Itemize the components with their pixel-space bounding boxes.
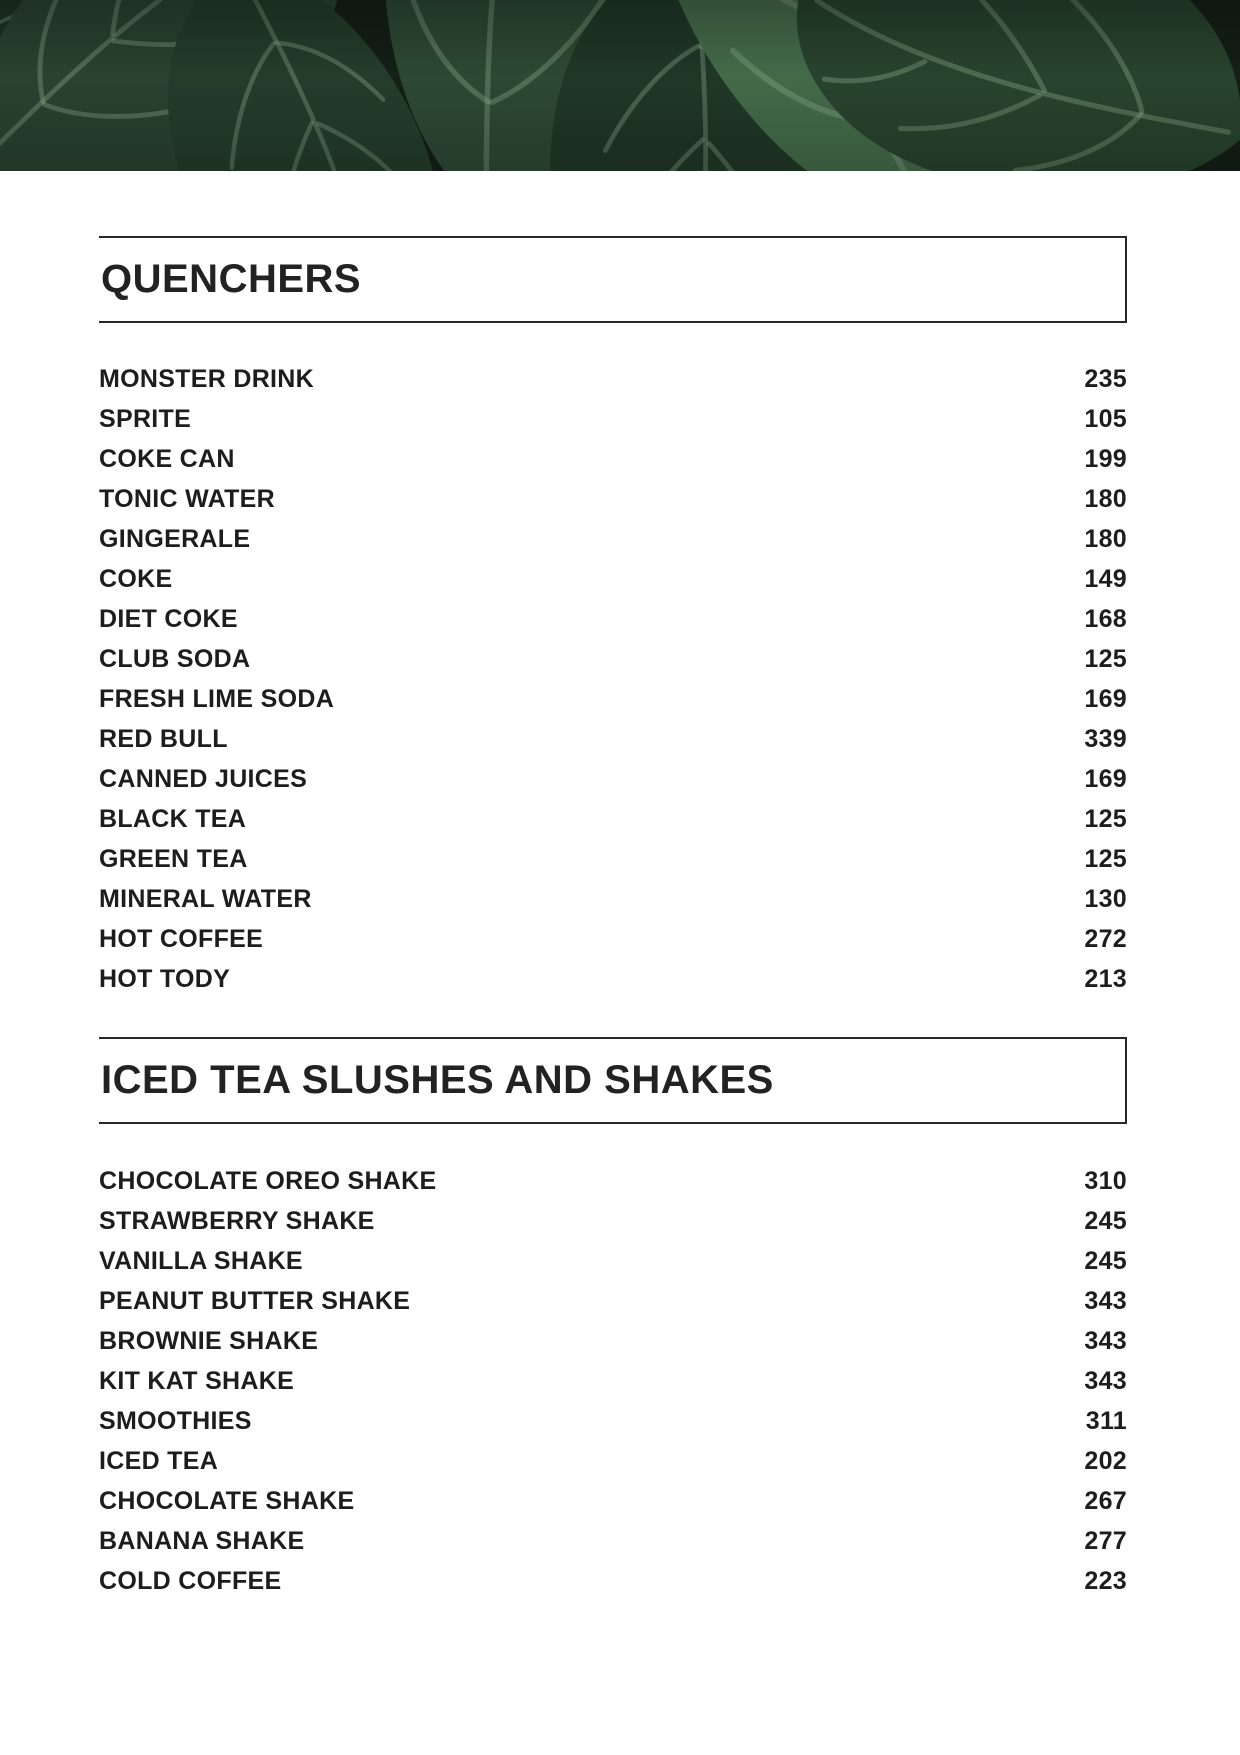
item-name: CHOCOLATE SHAKE [99,1486,355,1515]
item-name: VANILLA SHAKE [99,1246,303,1275]
menu-item [99,719,1127,759]
menu-item [99,359,1127,399]
item-name: BROWNIE SHAKE [99,1326,319,1355]
menu-item [99,1161,1127,1201]
menu-item [99,919,1127,959]
item-price: 277 [1084,1526,1127,1555]
item-price: 245 [1084,1206,1127,1235]
item-name: KIT KAT SHAKE [99,1366,295,1395]
item-price: 311 [1085,1406,1127,1435]
shakes-list [99,1161,1127,1601]
item-price: 267 [1084,1486,1127,1515]
item-name: TONIC WATER [99,484,275,513]
item-price: 149 [1084,564,1127,593]
item-price: 343 [1084,1366,1127,1395]
header-photo [0,0,1240,171]
menu-item [99,759,1127,799]
menu-item [99,1201,1127,1241]
menu-item [99,1521,1127,1561]
menu-item [99,519,1127,559]
menu-item [99,1441,1127,1481]
item-name: COKE [99,564,173,593]
item-name: COKE CAN [99,444,235,473]
item-price: 169 [1084,684,1127,713]
item-price: 235 [1084,364,1127,393]
menu-item [99,1321,1127,1361]
item-price: 125 [1084,844,1127,873]
item-price: 130 [1084,884,1127,913]
item-name: RED BULL [99,724,228,753]
item-price: 199 [1084,444,1127,473]
menu-item [99,439,1127,479]
item-price: 202 [1084,1446,1127,1475]
item-name: SPRITE [99,404,192,433]
section-iced-tea-slushes-shakes [99,1037,1127,1601]
menu-item [99,799,1127,839]
menu-item [99,959,1127,999]
leaves-illustration [0,0,1240,171]
item-price: 105 [1084,404,1127,433]
item-name: HOT COFFEE [99,924,264,953]
item-price: 343 [1084,1286,1127,1315]
item-name: MONSTER DRINK [99,364,315,393]
item-name: GINGERALE [99,524,251,553]
item-name: MINERAL WATER [99,884,312,913]
shakes-title-box [99,1037,1127,1124]
quenchers-title-box [99,236,1127,323]
item-price: 310 [1084,1166,1127,1195]
item-price: 125 [1084,644,1127,673]
menu-item [99,1361,1127,1401]
item-name: DIET COKE [99,604,238,633]
menu-item [99,479,1127,519]
menu-item [99,639,1127,679]
item-price: 343 [1084,1326,1127,1355]
item-name: PEANUT BUTTER SHAKE [99,1286,411,1315]
item-price: 125 [1084,804,1127,833]
item-price: 223 [1084,1566,1127,1595]
item-name: HOT TODY [99,964,231,993]
menu-item [99,1401,1127,1441]
item-name: CHOCOLATE OREO SHAKE [99,1166,437,1195]
item-name: CANNED JUICES [99,764,308,793]
item-name: STRAWBERRY SHAKE [99,1206,375,1235]
item-name: BANANA SHAKE [99,1526,305,1555]
item-price: 180 [1084,524,1127,553]
item-price: 169 [1084,764,1127,793]
item-name: GREEN TEA [99,844,248,873]
menu-content [99,236,1127,1601]
item-name: ICED TEA [99,1446,219,1475]
item-price: 272 [1084,924,1127,953]
item-price: 213 [1084,964,1127,993]
section-title: ICED TEA SLUSHES AND SHAKES [101,1058,774,1102]
item-price: 339 [1084,724,1127,753]
menu-item [99,399,1127,439]
item-name: SMOOTHIES [99,1406,252,1435]
menu-item [99,679,1127,719]
item-name: BLACK TEA [99,804,247,833]
menu-item [99,1281,1127,1321]
menu-item [99,839,1127,879]
item-price: 168 [1084,604,1127,633]
item-name: CLUB SODA [99,644,251,673]
menu-item [99,559,1127,599]
section-title: QUENCHERS [101,257,362,301]
item-name: COLD COFFEE [99,1566,282,1595]
menu-item [99,879,1127,919]
menu-item [99,1561,1127,1601]
item-price: 245 [1084,1246,1127,1275]
item-price: 180 [1084,484,1127,513]
section-quenchers [99,236,1127,999]
menu-item [99,1481,1127,1521]
menu-item [99,1241,1127,1281]
menu-item [99,599,1127,639]
item-name: FRESH LIME SODA [99,684,335,713]
quenchers-list [99,359,1127,999]
